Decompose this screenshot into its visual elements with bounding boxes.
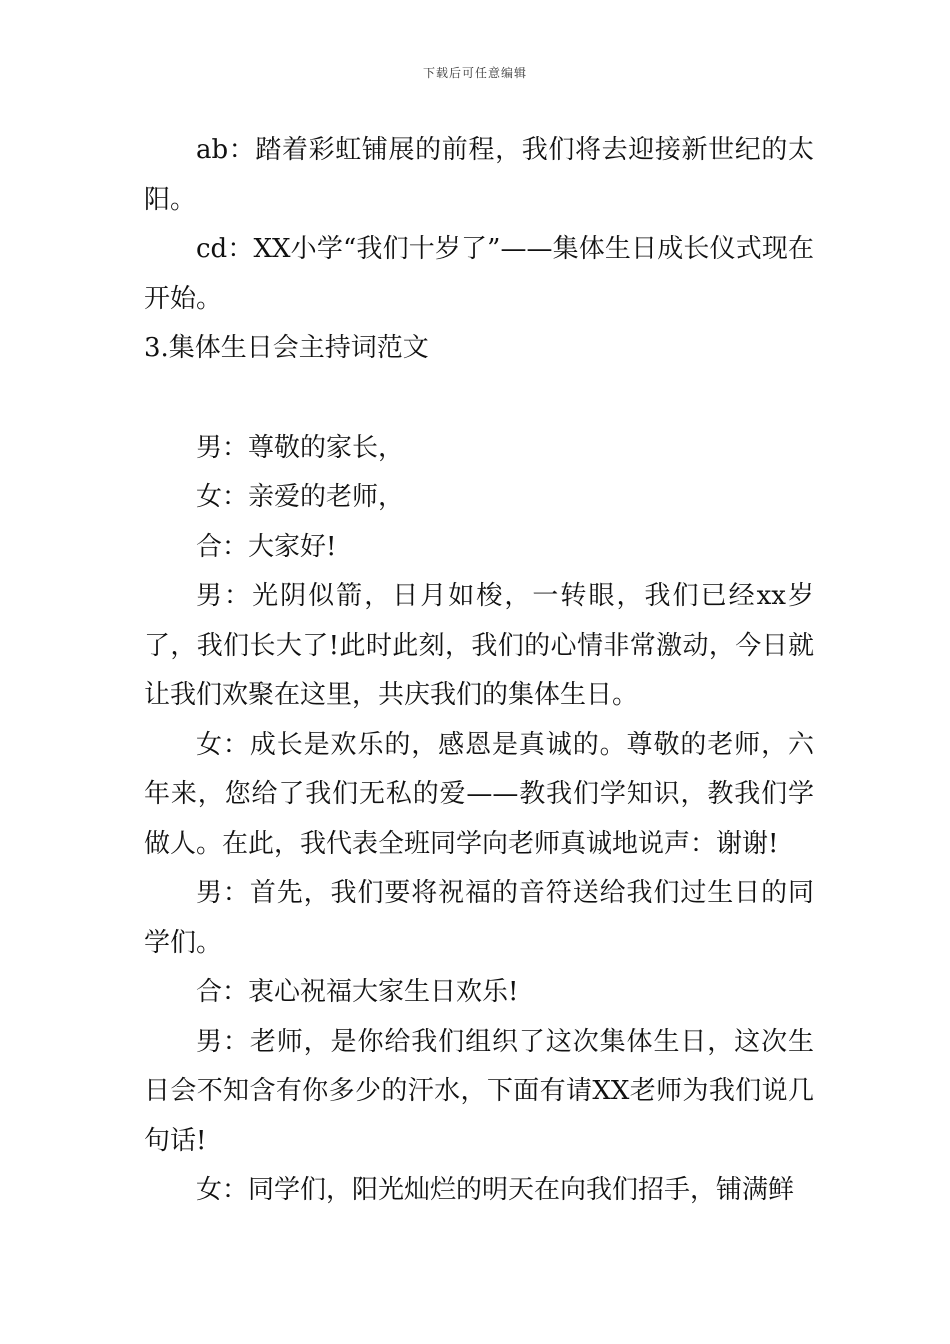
paragraph-ab: ab：踏着彩虹铺展的前程，我们将去迎接新世纪的太阳。 bbox=[144, 135, 814, 215]
paragraph-together-greeting: 合：大家好! bbox=[196, 531, 337, 562]
blank-line bbox=[144, 374, 814, 424]
paragraph-female-thanks: 女：成长是欢乐的，感恩是真诚的。尊敬的老师，六年来，您给了我们无私的爱——教我们学知识，教我们学做人。在此，我代表全班同学向老师真诚地说声：谢谢! bbox=[144, 729, 814, 859]
paragraph-cd: cd：XX小学“我们十岁了”——集体生日成长仪式现在开始。 bbox=[144, 234, 814, 314]
paragraph-male-blessing: 男：首先，我们要将祝福的音符送给我们过生日的同学们。 bbox=[144, 878, 814, 958]
page-header: 下载后可任意编辑 bbox=[422, 66, 527, 80]
document-body bbox=[144, 126, 814, 1216]
paragraph-male-greeting: 男：尊敬的家长， bbox=[196, 432, 405, 463]
paragraph-female-future: 女：同学们，阳光灿烂的明天在向我们招手，铺满鲜 bbox=[196, 1175, 795, 1205]
paragraph-male-teacher: 男：老师，是你给我们组织了这次集体生日，这次生日会不知含有你多少的汗水，下面有请XX老师为我们说几句话! bbox=[144, 1026, 814, 1156]
section-heading: 3.集体生日会主持词范文 bbox=[144, 333, 429, 363]
paragraph-together-blessing: 合：衷心祝福大家生日欢乐! bbox=[196, 977, 519, 1007]
paragraph-male-intro: 男：光阴似箭，日月如梭，一转眼，我们已经xx岁了，我们长大了!此时此刻，我们的心情非常激动，今日就让我们欢聚在这里，共庆我们的集体生日。 bbox=[144, 581, 814, 710]
paragraph-female-greeting: 女：亲爱的老师， bbox=[196, 482, 405, 512]
